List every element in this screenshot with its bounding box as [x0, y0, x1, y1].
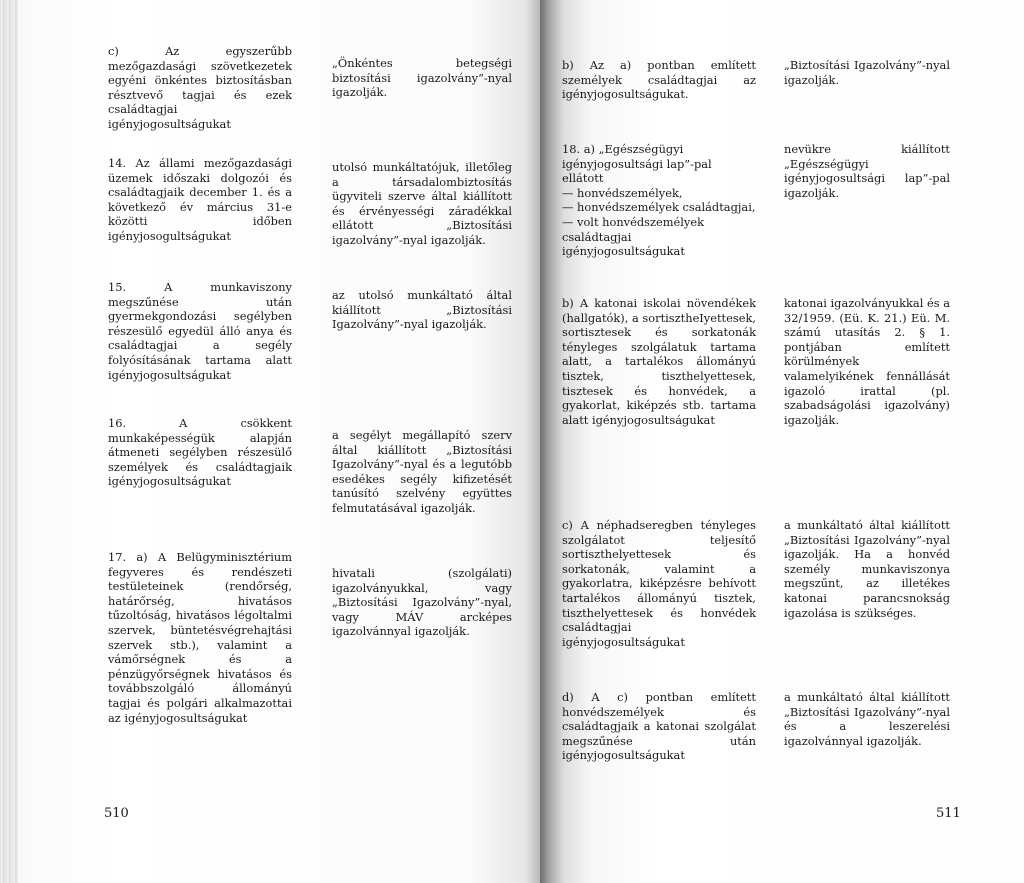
- entry-14-condition: 14. Az állami mezőgazdasági üzemek időszaki dolgozói és családtagjaik december 1. és a következő év március 31-e közötti időben igényjosogultságukat: [108, 156, 292, 243]
- entry-17a-condition: 17. a) A Belügyminisztérium fegyveres és rendészeti testületeinek (rendőrség, határőrség, hivatásos tűzoltóság, hivatásos légoltalmi szervek, büntetésvégrehajtási szervek stb.), valamint a vámőrségnek és a pénzügyőrségnek hivatásos és továbbszolgáló állományú tagjai és polgári alkalmazottai az igényjogosultságukat: [108, 550, 292, 725]
- entry-18c-condition: c) A néphadseregben tényleges szolgálatot teljesítő sortiszthelyettesek és sorkatonák, valamint a gyakorlatra, kiképzésre behívott tartalékos állományú tisztek, tiszthelyettesek és honvédek családtagjai igényjogosultságukat: [562, 518, 756, 649]
- entry-15-proof: az utolsó munkáltató által kiállított „Biztosítási Igazolvány”-nyal igazolják.: [332, 288, 512, 332]
- entry-18d-proof: a munkáltató által kiállított „Biztosítási Igazolvány”-nyal és a leszerelési igazolvánnyal igazolják.: [784, 690, 950, 748]
- entry-16-condition: 16. A csökkent munkaképességük alapján átmeneti segélyben részesülő személyek és családtagjaik igényjogosultságukat: [108, 416, 292, 489]
- entry-b-condition: b) Az a) pontban említett személyek családtagjai az igényjogosultságukat.: [562, 58, 756, 102]
- entry-b-proof: „Biztosítási Igazolvány”-nyal igazolják.: [784, 58, 950, 87]
- page-number: 511: [936, 806, 961, 821]
- entry-16-proof: a segélyt megállapító szerv által kiállított „Biztosítási Igazolvány”-nyal és a legutóbb esedékes segély kifizetését tanúsító szelvény együttes felmutatásával igazolják.: [332, 428, 512, 515]
- entry-c-condition: c) Az egyszerűbb mezőgazdasági szövetkezetek egyéni önkéntes biztosításban résztvevő tagjai és ezek családtagjai igényjogosultságukat: [108, 44, 292, 131]
- entry-15-condition: 15. A munkaviszony megszűnése után gyermekgondozási segélyben részesülő egyedül álló anya és családtagjai a segély folyósításának tartama alatt igényjogosultságukat: [108, 280, 292, 382]
- entry-17a-proof: hivatali (szolgálati) igazolványukkal, vagy „Biztosítási Igazolvány”-nyal, vagy MÁV arcképes igazolvánnyal igazolják.: [332, 566, 512, 639]
- entry-18a-condition: 18. a) „Egészségügyi igényjogosultsági lap”-pal ellátott — honvédszemélyek, — honvédszemélyek családtagjai, — volt honvédszemélyek családtagjai igényjogosultságukat: [562, 142, 756, 259]
- entry-18c-proof: a munkáltató által kiállított „Biztosítási Igazolvány”-nyal igazolják. Ha a honvéd személy munkaviszonya megszűnt, az illetékes katonai parancsnokság igazolása is szükséges.: [784, 518, 950, 620]
- right-page: [540, 0, 1024, 883]
- page-edge-shadow: [0, 0, 18, 883]
- page-number: 510: [104, 806, 129, 821]
- entry-c-proof: „Önkéntes betegségi biztosítási igazolvány”-nyal igazolják.: [332, 56, 512, 100]
- entry-18a-proof: nevükre kiállított „Egészségügyi igényjogosultsági lap”-pal igazolják.: [784, 142, 950, 200]
- entry-18b-condition: b) A katonai iskolai növendékek (hallgatók), a sortisztheIyettesek, sortisztesek és sorkatonák tényleges szolgálatuk tartama alatt, a tartalékos állományú tisztek, tiszthelyettesek, tisztesek és honvédek, a gyakorlat, kiképzés stb. tartama alatt igényjogosultságukat: [562, 296, 756, 427]
- entry-18b-proof: katonai igazolványukkal és a 32/1959. (Eü. K. 21.) Eü. M. számú utasítás 2. § 1. pontjában említett körülmények valamelyikének fennállását igazoló irattal (pl. szabadságolási igazolvány) igazolják.: [784, 296, 950, 427]
- entry-14-proof: utolsó munkáltatójuk, illetőleg a társadalombiztosítás ügyviteli szerve által kiállított és érvényességi záradékkal ellátott „Biztosítási igazolvány”-nyal igazolják.: [332, 160, 512, 247]
- entry-18d-condition: d) A c) pontban említett honvédszemélyek és családtagjaik a katonai szolgálat megszűnése után igényjogosultságukat: [562, 690, 756, 763]
